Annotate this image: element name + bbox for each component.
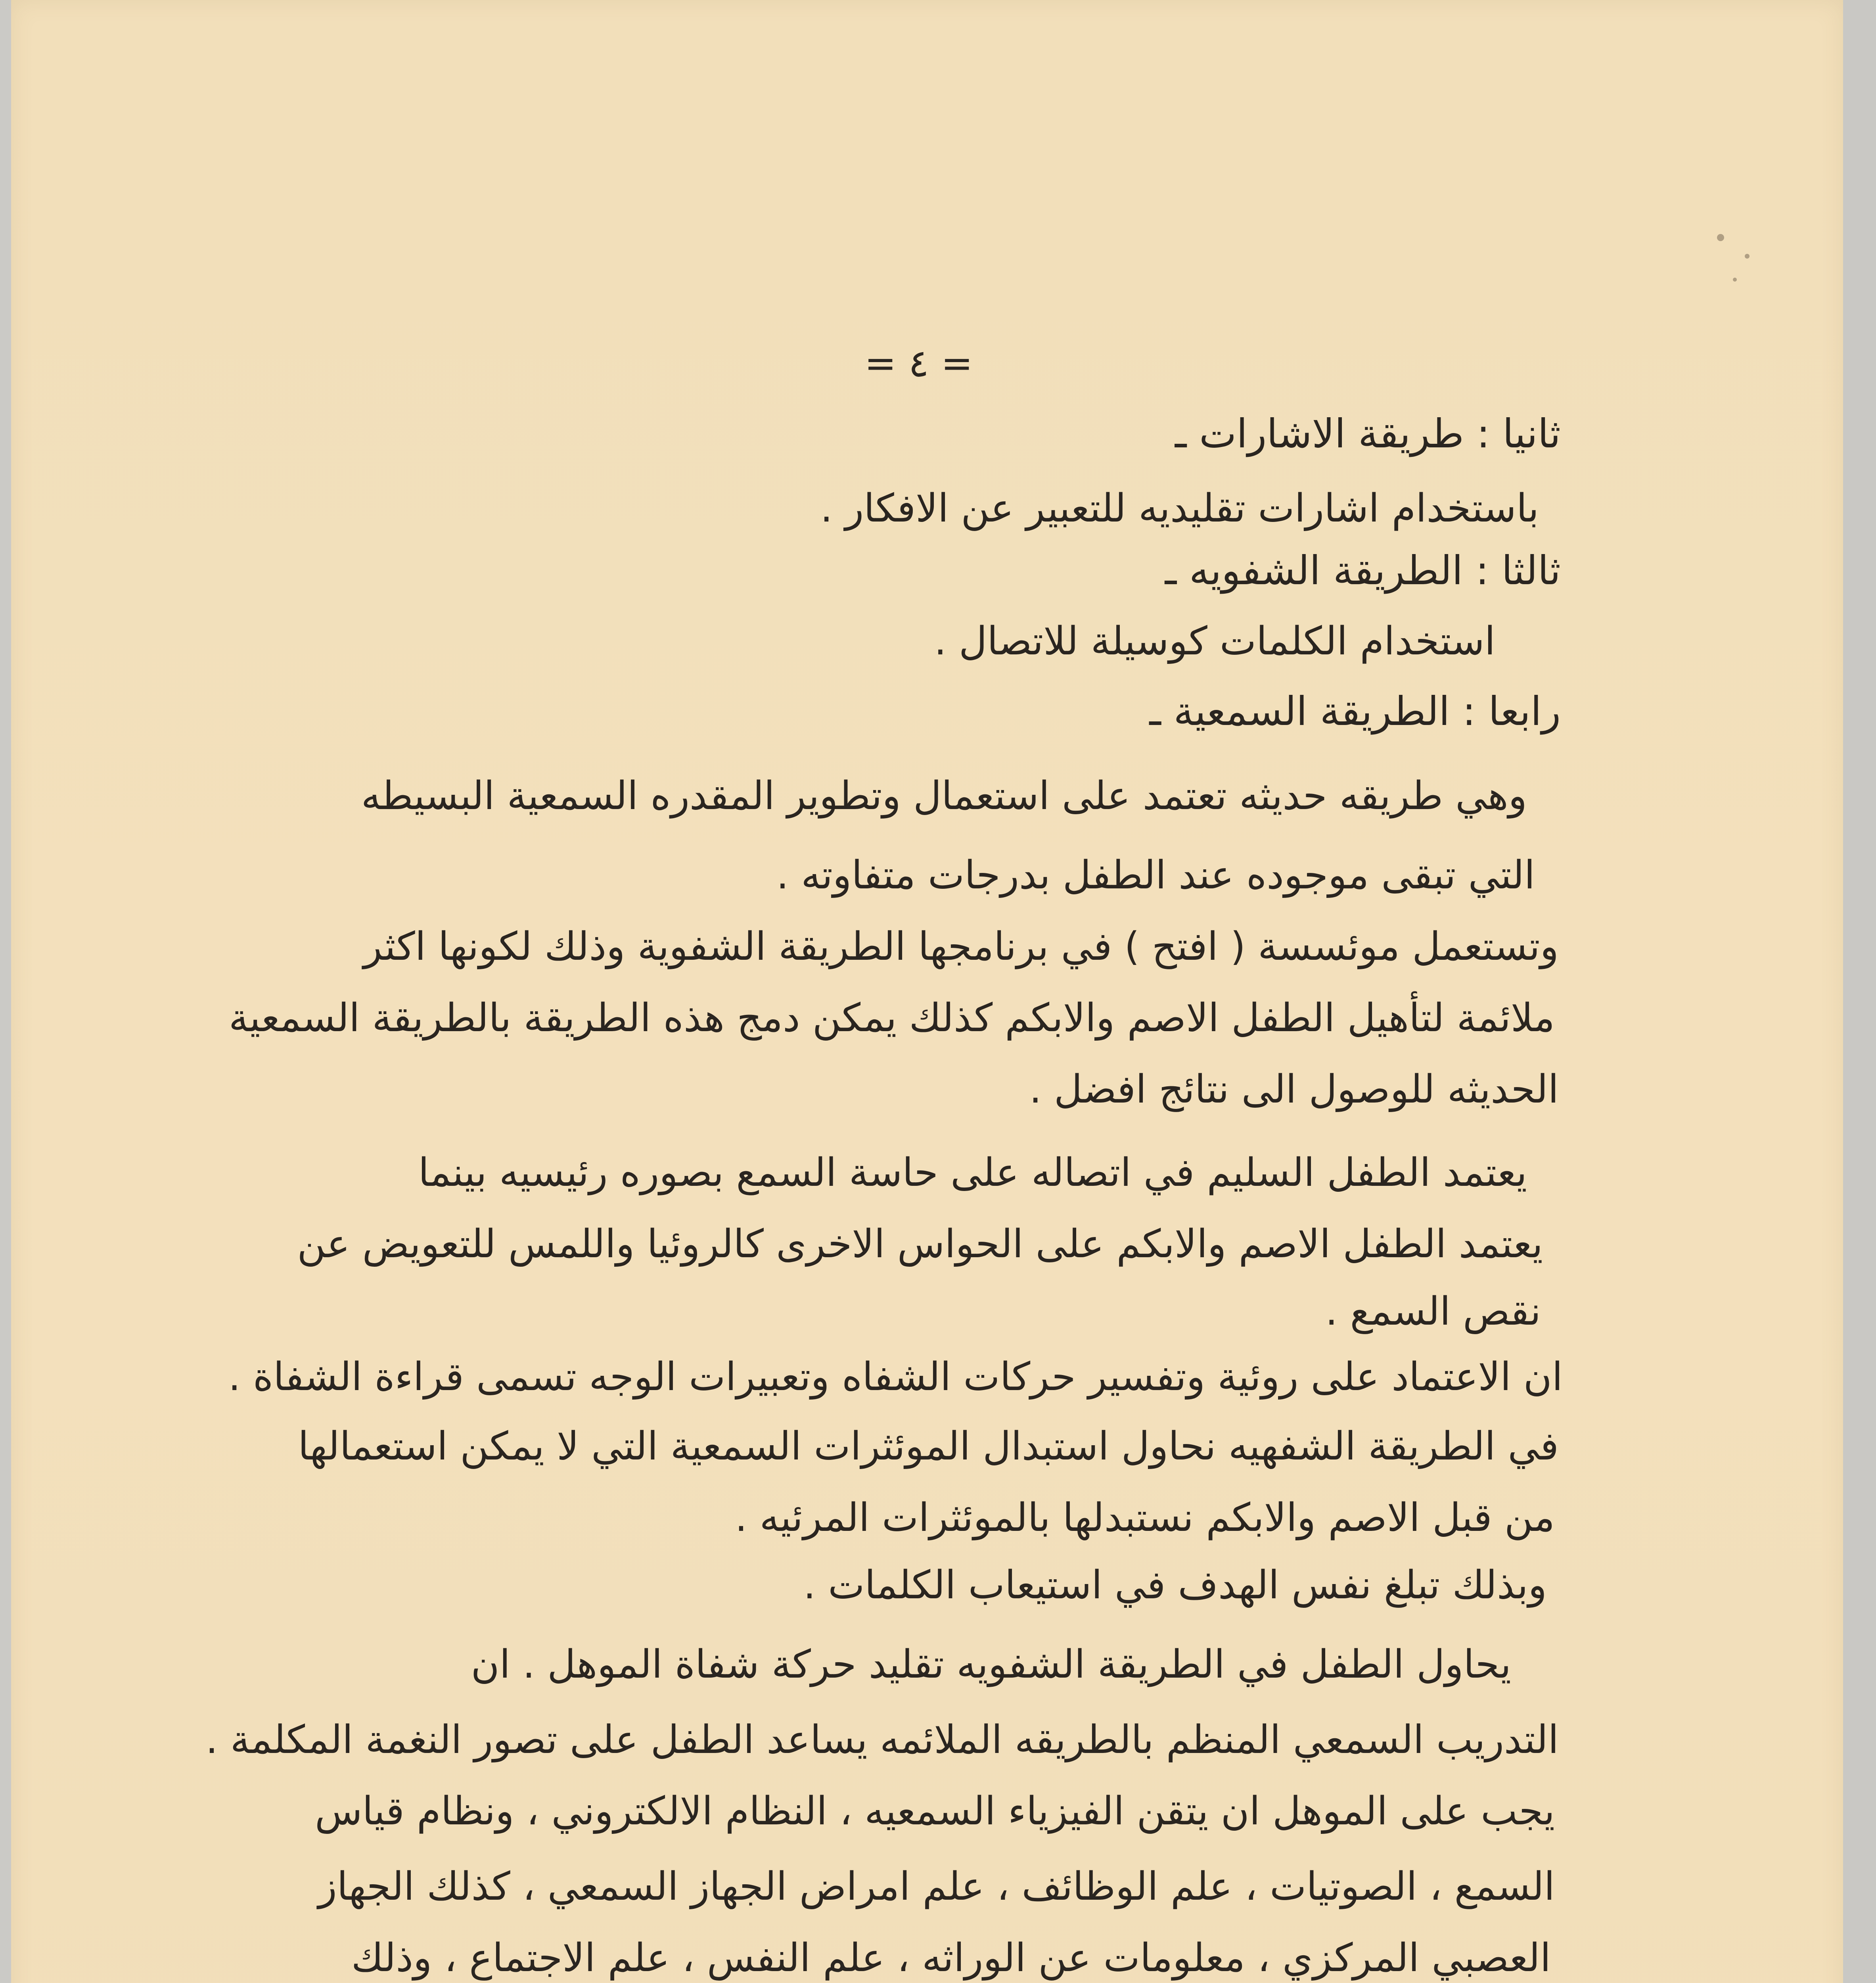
- text-line: يعتمد الطفل السليم في اتصاله على حاسة السمع بصوره رئيسيه بينما: [418, 1150, 1527, 1195]
- background-strip: [1843, 0, 1876, 1983]
- text-line: وبذلك تبلغ نفس الهدف في استيعاب الكلمات .: [803, 1563, 1547, 1608]
- text-line: العصبي المركزي ، معلومات عن الوراثه ، علم النفس ، علم الاجتماع ، وذلك: [351, 1935, 1551, 1981]
- paper-speck: [1745, 254, 1750, 259]
- text-line: السمع ، الصوتيات ، علم الوظائف ، علم امراض الجهاز السمعي ، كذلك الجهاز: [318, 1864, 1555, 1909]
- paper-speck: [1717, 234, 1724, 241]
- heading-auditory-method: رابعا : الطريقة السمعية ـ: [1149, 688, 1561, 735]
- heading-signs-method: ثانيا : طريقة الاشارات ـ: [1175, 410, 1561, 457]
- text-line: يجب على الموهل ان يتقن الفيزياء السمعيه ، النظام الالكتروني ، ونظام قياس: [314, 1789, 1555, 1834]
- text-line: استخدام الكلمات كوسيلة للاتصال .: [934, 619, 1495, 664]
- text-line: من قبل الاصم والابكم نستبدلها بالموئثرات المرئيه .: [735, 1495, 1555, 1540]
- text-line: ان الاعتماد على روئية وتفسير حركات الشفاه وتعبيرات الوجه تسمى قراءة الشفاة .: [228, 1354, 1563, 1400]
- text-line: يعتمد الطفل الاصم والابكم على الحواس الاخرى كالروئيا واللمس للتعويض عن: [297, 1222, 1543, 1267]
- page-number: = ٤ =: [864, 341, 973, 385]
- text-line: نقص السمع .: [1325, 1289, 1541, 1334]
- paper-speck: [1733, 278, 1737, 282]
- text-line: وتستعمل موئسسة ( افتح ) في برنامجها الطريقة الشفوية وذلك لكونها اكثر: [363, 924, 1559, 969]
- text-line: الحديثه للوصول الى نتائج افضل .: [1029, 1067, 1559, 1112]
- text-line: التي تبقى موجوده عند الطفل بدرجات متفاوته .: [776, 853, 1535, 898]
- text-line: التدريب السمعي المنظم بالطريقه الملائمه يساعد الطفل على تصور النغمة المكلمة .: [205, 1717, 1559, 1762]
- text-line: وهي طريقه حديثه تعتمد على استعمال وتطوير المقدره السمعية البسيطه: [361, 773, 1527, 819]
- text-line: ملائمة لتأهيل الطفل الاصم والابكم كذلك يمكن دمج هذه الطريقة بالطريقة السمعية: [228, 995, 1555, 1041]
- text-line: في الطريقة الشفهيه نحاول استبدال الموئثرات السمعية التي لا يمكن استعمالها: [298, 1424, 1559, 1469]
- heading-oral-method: ثالثا : الطريقة الشفويه ـ: [1165, 547, 1561, 594]
- text-line: باستخدام اشارات تقليديه للتعبير عن الافكار .: [820, 486, 1539, 531]
- text-line: يحاول الطفل في الطريقة الشفويه تقليد حركة شفاة الموهل . ان: [471, 1642, 1511, 1687]
